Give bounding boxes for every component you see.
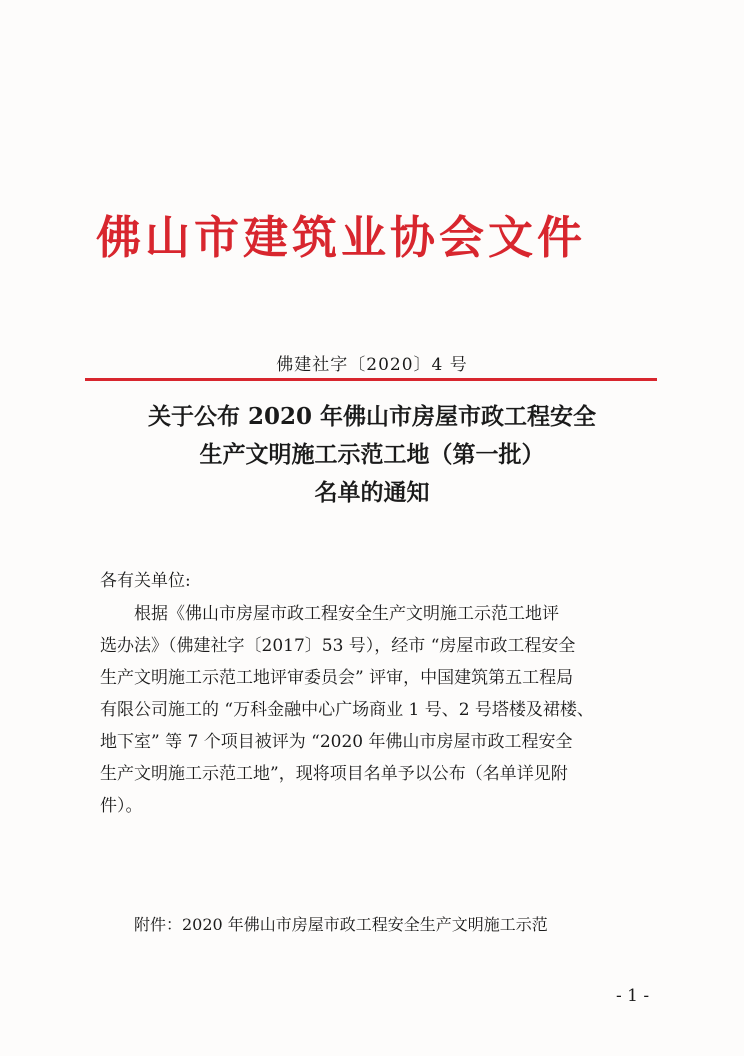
title-line-2: 生产文明施工示范工地（第一批）: [199, 441, 545, 468]
notice-title: [0, 398, 744, 512]
red-divider-line: [85, 378, 657, 381]
title-line-3: 名单的通知: [314, 479, 430, 506]
body-line-5: 地下室” 等 7 个项目被评为 “2020 年佛山市房屋市政工程安全: [100, 732, 573, 752]
body-line-3: 生产文明施工示范工地评审委员会” 评审，中国建筑第五工程局: [100, 668, 574, 688]
document-number: 佛建社字〔2020〕4 号: [276, 355, 468, 375]
body-paragraph: [100, 598, 660, 822]
page-number: - 1 -: [616, 986, 650, 1006]
body-line-1: 根据《佛山市房屋市政工程安全生产文明施工示范工地评: [134, 604, 559, 624]
attachment-line: 附件：2020 年佛山市房屋市政工程安全生产文明施工示范: [134, 915, 548, 934]
body-line-2: 选办法》（佛建社字〔2017〕53 号），经市 “房屋市政工程安全: [100, 636, 576, 656]
body-line-4: 有限公司施工的 “万科金融中心广场商业 1 号、2 号塔楼及裙楼、: [100, 700, 594, 720]
org-header-title: 佛山市建筑业协会文件: [96, 211, 587, 264]
body-line-6: 生产文明施工示范工地”，现将项目名单予以公布（名单详见附: [100, 764, 568, 784]
body-line-7: 件）。: [100, 796, 143, 816]
salutation: 各有关单位:: [100, 571, 191, 591]
title-line-1: 关于公布 2020 年佛山市房屋市政工程安全: [147, 403, 597, 430]
